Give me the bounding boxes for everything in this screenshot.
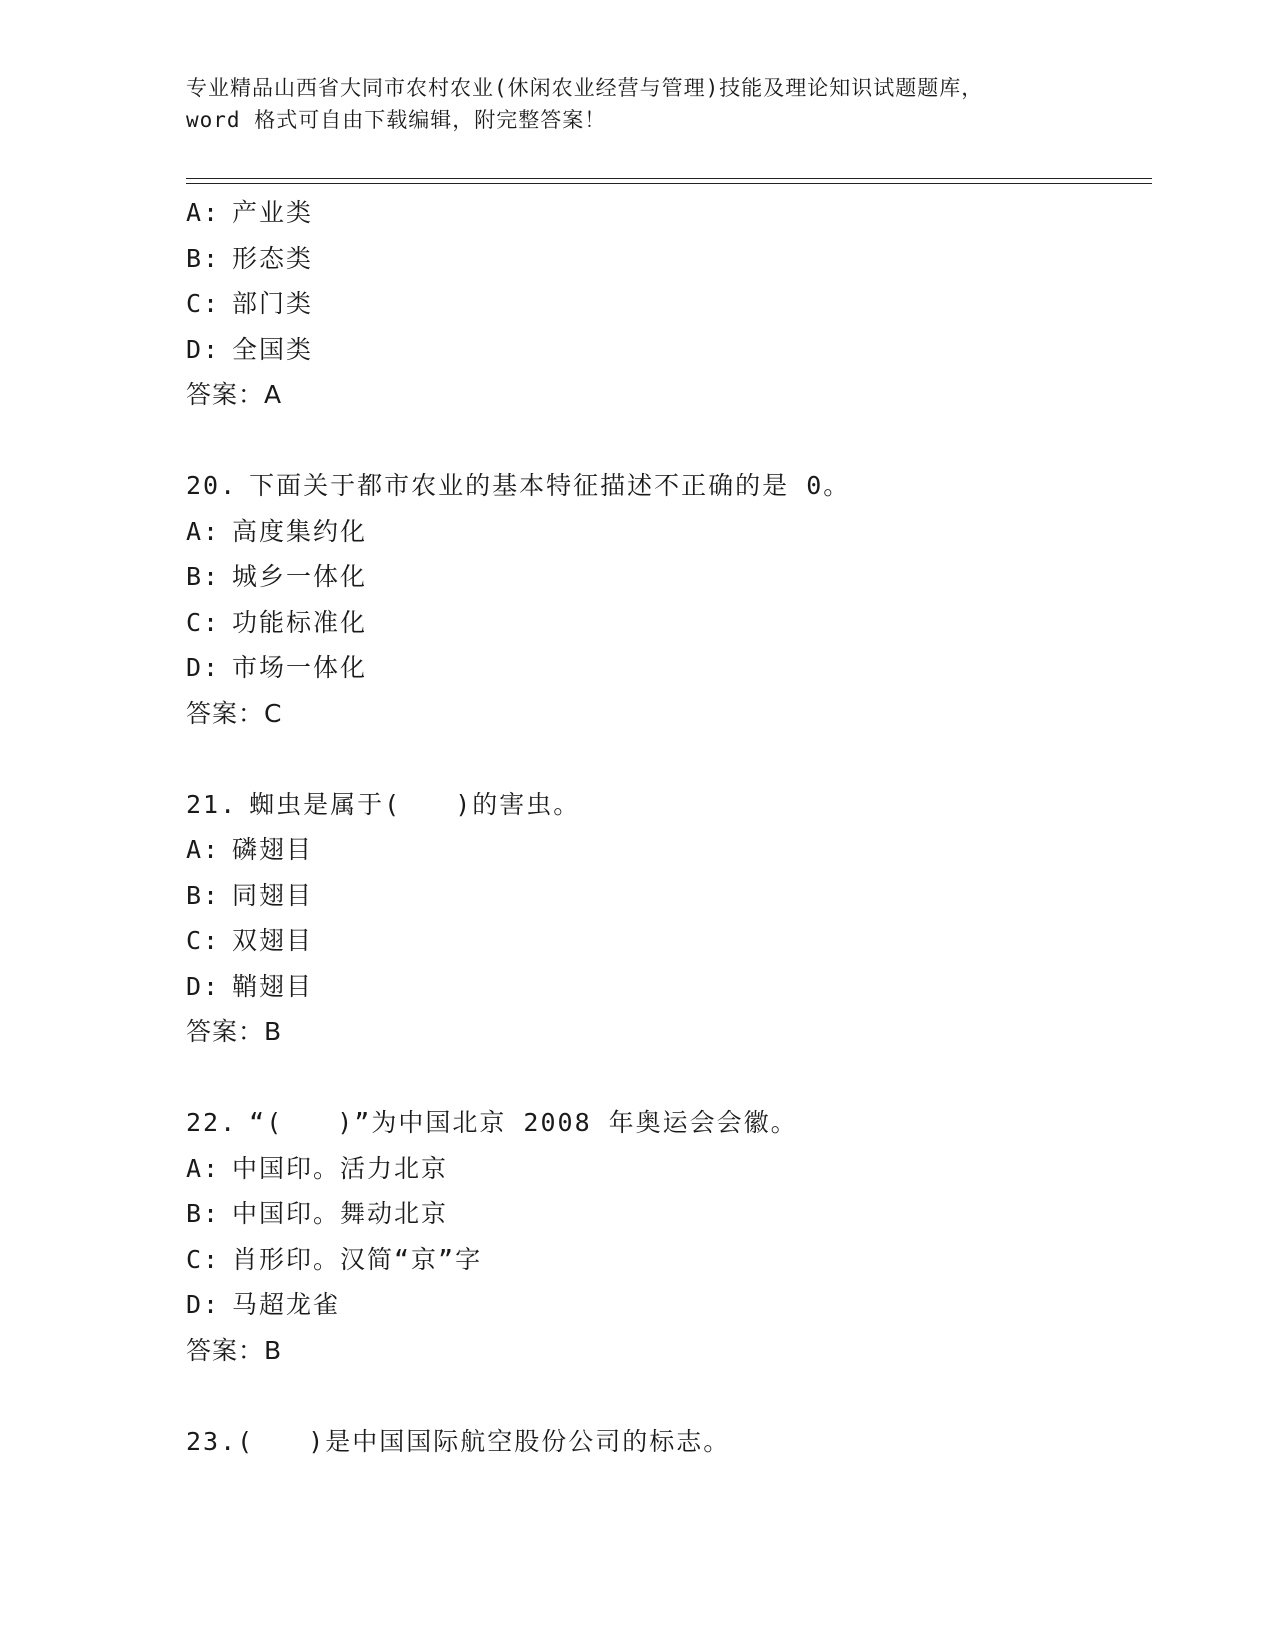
- option-d: [186, 964, 1152, 1010]
- option-a: [186, 1146, 1152, 1192]
- spacer: [186, 736, 1152, 782]
- option-text: 同翅目: [232, 880, 314, 910]
- answer-line: 答案：A: [186, 380, 283, 409]
- answer-line: 答案：B: [186, 1335, 283, 1365]
- question-text: 下面关于都市农业的基本特征描述不正确的是 0。: [249, 471, 851, 500]
- option-b: [186, 1191, 1152, 1237]
- option-letter: C:: [186, 926, 221, 955]
- question-21: [186, 782, 1152, 1055]
- option-text: 功能标准化: [232, 607, 368, 637]
- question-number: 20.: [186, 471, 238, 500]
- option-text: 双翅目: [232, 926, 314, 955]
- header-line-2: word 格式可自由下载编辑，附完整答案！: [186, 108, 607, 132]
- answer-line: 答案：C: [186, 698, 283, 728]
- option-letter: B:: [186, 243, 221, 273]
- option-letter: B:: [186, 880, 221, 910]
- spacer: [186, 1055, 1152, 1101]
- option-text: 全国类: [232, 334, 314, 364]
- option-text: 部门类: [232, 289, 314, 318]
- option-letter: A:: [186, 516, 221, 546]
- option-a: [186, 509, 1152, 555]
- option-letter: A:: [186, 835, 221, 864]
- option-b: [186, 873, 1152, 919]
- option-d: [186, 645, 1152, 691]
- option-c: [186, 918, 1152, 964]
- question-stem: [186, 782, 1152, 828]
- question-stem: [186, 1419, 1152, 1465]
- option-c: [186, 281, 1152, 327]
- option-text: 市场一体化: [232, 653, 368, 682]
- question-text: 蜘虫是属于( )的害虫。: [249, 789, 581, 819]
- option-text: 中国印。舞动北京: [232, 1199, 449, 1228]
- question-stem: [186, 463, 1152, 509]
- option-c: [186, 600, 1152, 646]
- document-header: [186, 72, 1086, 136]
- header-divider-top: [186, 178, 1152, 179]
- option-text: 形态类: [232, 243, 314, 273]
- option-letter: D:: [186, 1290, 221, 1319]
- option-letter: A:: [186, 1153, 221, 1183]
- question-text: ( )是中国国际航空股份公司的标志。: [237, 1426, 731, 1456]
- option-b: [186, 236, 1152, 282]
- question-number: 21.: [186, 789, 238, 819]
- option-text: 城乡一体化: [232, 562, 368, 591]
- option-a: [186, 190, 1152, 236]
- option-letter: D:: [186, 334, 221, 364]
- question-text: “( )”为中国北京 2008 年奥运会会徽。: [249, 1108, 798, 1137]
- option-letter: B:: [186, 1199, 221, 1228]
- header-line-1: 专业精品山西省大同市农村农业(休闲农业经营与管理)技能及理论知识试题题库，: [186, 76, 984, 100]
- option-d: [186, 327, 1152, 373]
- question-number: 22.: [186, 1108, 238, 1137]
- option-text: 肖形印。汉简“京”字: [232, 1244, 483, 1274]
- option-a: [186, 827, 1152, 873]
- question-list: [186, 190, 1152, 1464]
- option-letter: D:: [186, 653, 221, 682]
- header-divider-bottom: [186, 183, 1152, 184]
- option-letter: D:: [186, 971, 221, 1001]
- option-text: 鞘翅目: [232, 971, 314, 1001]
- option-text: 磷翅目: [232, 835, 314, 864]
- question-number: 23.: [186, 1426, 238, 1456]
- option-letter: A:: [186, 198, 221, 227]
- spacer: [186, 1373, 1152, 1419]
- question-20: [186, 463, 1152, 736]
- answer-line: 答案：B: [186, 1017, 283, 1046]
- option-letter: C:: [186, 1244, 221, 1274]
- option-text: 产业类: [232, 198, 314, 227]
- option-text: 中国印。活力北京: [232, 1153, 449, 1183]
- option-c: [186, 1237, 1152, 1283]
- option-text: 高度集约化: [232, 516, 368, 546]
- option-letter: C:: [186, 607, 221, 637]
- question-22: [186, 1100, 1152, 1373]
- question-stem: [186, 1100, 1152, 1146]
- question-19-continuation: [186, 190, 1152, 418]
- option-b: [186, 554, 1152, 600]
- spacer: [186, 418, 1152, 464]
- option-letter: C:: [186, 289, 221, 318]
- option-d: [186, 1282, 1152, 1328]
- option-text: 马超龙雀: [232, 1290, 341, 1319]
- option-letter: B:: [186, 562, 221, 591]
- question-23: [186, 1419, 1152, 1465]
